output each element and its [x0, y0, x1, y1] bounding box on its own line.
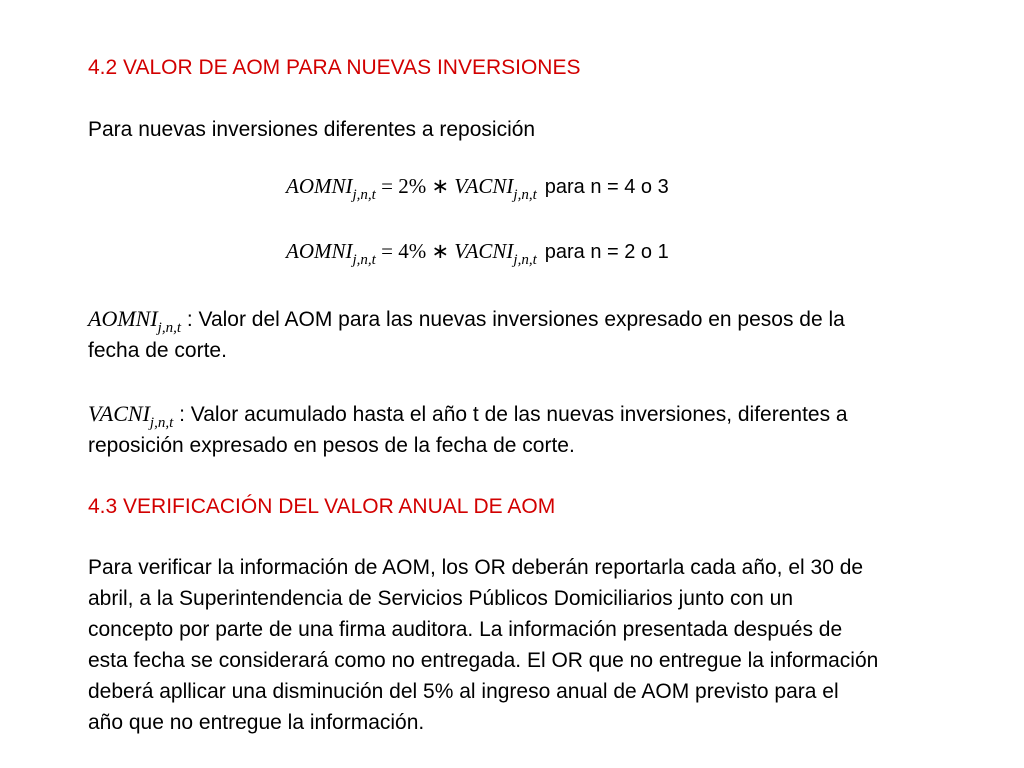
eq1-condition: para n = 4 o 3	[544, 176, 669, 198]
eq2-rhs: VACNI	[454, 239, 514, 263]
eq1-lhs: AOMNI	[286, 174, 353, 198]
def1-line2: fecha de corte.	[88, 339, 227, 362]
definition-vacni	[88, 398, 968, 461]
def2-symbol-sub: j,n,t	[149, 415, 174, 431]
eq1-operator: ∗	[426, 174, 455, 198]
definition-aomni	[88, 303, 968, 366]
eq1-rhs: VACNI	[454, 174, 514, 198]
section-4-2-subtitle: Para nuevas inversiones diferentes a reposición	[88, 118, 536, 141]
body-line: año que no entregue la información.	[88, 711, 425, 734]
eq2-condition: para n = 2 o 1	[544, 241, 669, 263]
body-line: Para verificar la información de AOM, los OR deberán reportarla cada año, el 30 de	[88, 556, 864, 579]
def1-symbol-sub: j,n,t	[157, 320, 181, 336]
eq2-lhs: AOMNI	[286, 239, 353, 263]
eq2-lhs-sub: j,n,t	[352, 252, 376, 268]
eq2-operator: ∗	[426, 239, 455, 263]
section-4-3-title: 4.3 VERIFICACIÓN DEL VALOR ANUAL DE AOM	[88, 495, 556, 518]
body-line: concepto por parte de una firma auditora. La información presentada después de	[88, 618, 843, 641]
def1-symbol: AOMNI	[88, 306, 158, 331]
eq1-lhs-sub: j,n,t	[352, 187, 376, 203]
section-4-2-title: 4.2 VALOR DE AOM PARA NUEVAS INVERSIONES	[88, 56, 581, 79]
eq1-percent: 2%	[398, 174, 427, 198]
equation-2	[286, 239, 669, 268]
eq2-rhs-sub: j,n,t	[513, 252, 537, 268]
def2-symbol: VACNI	[88, 401, 150, 426]
eq1-equals: =	[375, 174, 399, 198]
body-line: deberá apllicar una disminución del 5% al ingreso anual de AOM previsto para el	[88, 680, 839, 703]
eq1-rhs-sub: j,n,t	[513, 187, 537, 203]
eq2-percent: 4%	[398, 239, 427, 263]
body-line: abril, a la Superintendencia de Servicios Públicos Domiciliarios junto con un	[88, 587, 794, 610]
def2-line1: : Valor acumulado hasta el año t de las nuevas inversiones, diferentes a	[173, 403, 848, 426]
def1-line1: : Valor del AOM para las nuevas inversiones expresado en pesos de la	[181, 308, 845, 331]
body-line: esta fecha se considerará como no entregada. El OR que no entregue la información	[88, 649, 879, 672]
def2-line2: reposición expresado en pesos de la fecha de corte.	[88, 434, 575, 457]
section-4-3-body	[88, 552, 968, 738]
eq2-equals: =	[375, 239, 399, 263]
equation-1	[286, 174, 669, 203]
